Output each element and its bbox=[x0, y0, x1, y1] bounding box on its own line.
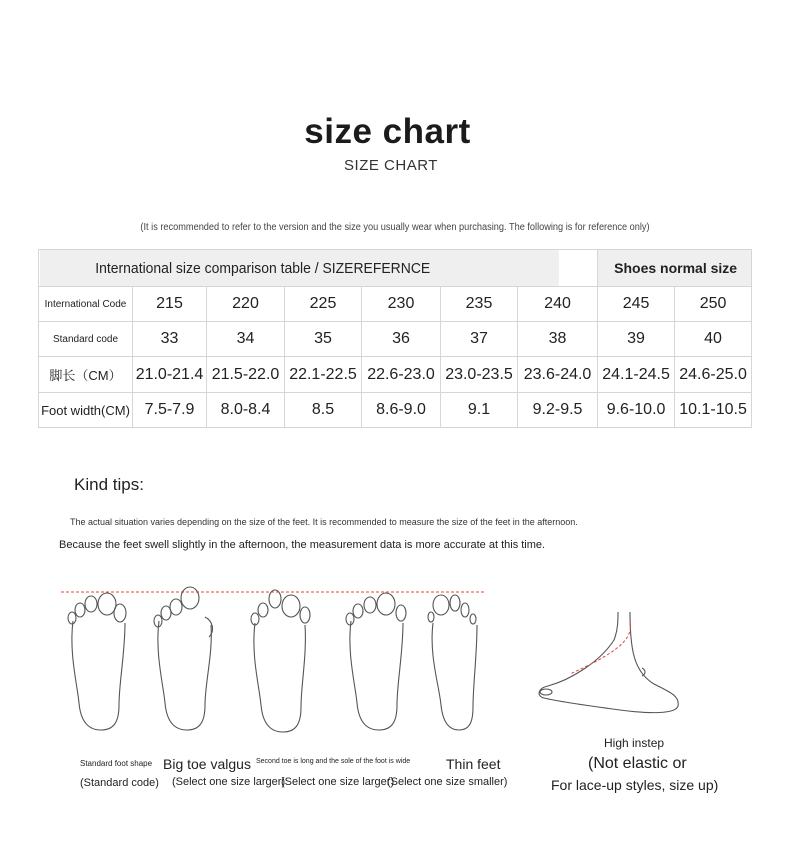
table-cell: 8.6-9.0 bbox=[362, 393, 441, 428]
high-instep-illustration bbox=[530, 610, 690, 720]
table-cell: 24.6-25.0 bbox=[675, 357, 752, 393]
tips-line-2: Because the feet swell slightly in the afternoon, the measurement data is more accurate at this time. bbox=[59, 539, 546, 551]
foot-shapes-illustration bbox=[55, 583, 500, 743]
table-cell: 24.1-24.5 bbox=[598, 357, 675, 393]
caption-big-toe-note: (Select one size larger) bbox=[172, 776, 286, 788]
table-cell: 225 bbox=[285, 287, 362, 322]
table-row bbox=[39, 287, 752, 322]
long-second-toe-foot-icon bbox=[251, 590, 310, 732]
row-label: 脚长（CM） bbox=[39, 357, 133, 393]
table-cell: 34 bbox=[207, 322, 285, 357]
table-cell: 245 bbox=[598, 287, 675, 322]
size-table bbox=[38, 249, 752, 428]
table-cell: 8.5 bbox=[285, 393, 362, 428]
table-cell: 250 bbox=[675, 287, 752, 322]
caption-standard-code: (Standard code) bbox=[80, 777, 159, 789]
table-cell: 35 bbox=[285, 322, 362, 357]
tips-title: Kind tips: bbox=[74, 475, 144, 494]
thin-foot-icon bbox=[428, 595, 477, 730]
tips-line-1: The actual situation varies depending on the size of the feet. It is recommended to measure the size of the feet in the afternoon. bbox=[70, 517, 578, 527]
page-title: size chart bbox=[304, 112, 471, 151]
caption-big-toe: Big toe valgus bbox=[163, 756, 251, 772]
table-row bbox=[39, 357, 752, 393]
big-toe-valgus-foot-icon bbox=[154, 587, 212, 730]
table-cell: 22.1-22.5 bbox=[285, 357, 362, 393]
instep-foot-icon bbox=[539, 612, 678, 713]
table-cell: 38 bbox=[518, 322, 598, 357]
row-label: International Code bbox=[39, 287, 133, 322]
table-cell: 37 bbox=[441, 322, 518, 357]
table-cell: 215 bbox=[133, 287, 207, 322]
table-cell: 7.5-7.9 bbox=[133, 393, 207, 428]
caption-thin-feet: Thin feet bbox=[446, 756, 501, 772]
table-header bbox=[39, 250, 752, 287]
page-subtitle: SIZE CHART bbox=[344, 157, 438, 174]
table-cell: 23.6-24.0 bbox=[518, 357, 598, 393]
table-right-label: Shoes normal size bbox=[598, 250, 752, 287]
caption-instep-line-2: For lace-up styles, size up) bbox=[551, 777, 719, 793]
table-cell: 8.0-8.4 bbox=[207, 393, 285, 428]
table-cell: 33 bbox=[133, 322, 207, 357]
table-cell: 21.5-22.0 bbox=[207, 357, 285, 393]
wide-foot-icon bbox=[346, 593, 406, 730]
table-cell: 22.6-23.0 bbox=[362, 357, 441, 393]
table-cell: 40 bbox=[675, 322, 752, 357]
table-cell: 235 bbox=[441, 287, 518, 322]
table-cell: 23.0-23.5 bbox=[441, 357, 518, 393]
row-label: Standard code bbox=[39, 322, 133, 357]
table-row bbox=[39, 322, 752, 357]
table-cell: 21.0-21.4 bbox=[133, 357, 207, 393]
caption-standard-shape: Standard foot shape bbox=[80, 759, 153, 768]
standard-foot-icon bbox=[68, 593, 126, 730]
table-cell: 9.2-9.5 bbox=[518, 393, 598, 428]
caption-second-toe: Second toe is long and the sole of the foot is wide bbox=[256, 758, 411, 765]
table-title: International size comparison table / SIZEREFERNCE bbox=[39, 250, 559, 287]
caption-second-toe-note: (Select one size larger) bbox=[281, 776, 395, 788]
caption-instep-line-1: (Not elastic or bbox=[588, 755, 687, 772]
table-cell: 10.1-10.5 bbox=[675, 393, 752, 428]
caption-high-instep: High instep bbox=[604, 736, 665, 750]
table-cell: 220 bbox=[207, 287, 285, 322]
table-cell: 240 bbox=[518, 287, 598, 322]
table-cell: 9.6-10.0 bbox=[598, 393, 675, 428]
row-label: Foot width(CM) bbox=[39, 393, 133, 428]
table-cell: 230 bbox=[362, 287, 441, 322]
table-cell: 39 bbox=[598, 322, 675, 357]
instep-guide-line bbox=[570, 622, 631, 674]
table-cell: 36 bbox=[362, 322, 441, 357]
caption-thin-feet-note: (Select one size smaller) bbox=[387, 776, 508, 788]
table-row bbox=[39, 393, 752, 428]
table-cell: 9.1 bbox=[441, 393, 518, 428]
reference-note: (It is recommended to refer to the version and the size you usually wear when purchasing. The following is for reference only) bbox=[140, 222, 650, 233]
